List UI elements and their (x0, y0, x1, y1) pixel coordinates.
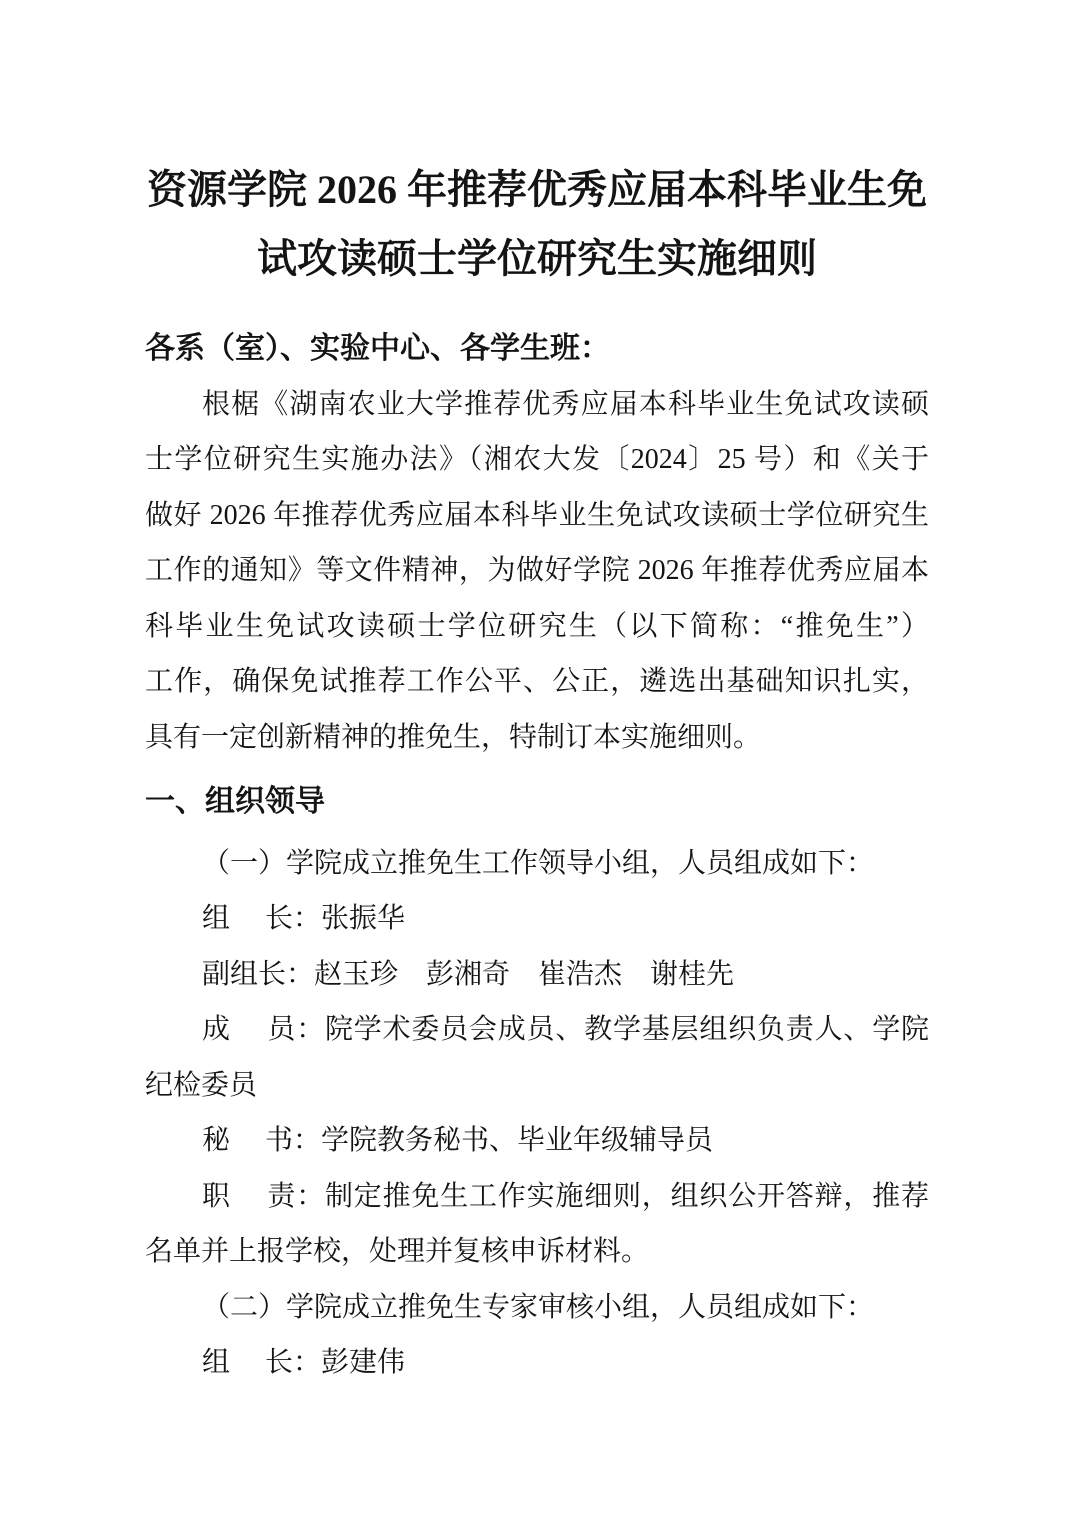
doc-line-members-continued: 纪检委员 (145, 1069, 258, 1101)
doc-line-duties-continued: 名单并上报学校，处理并复核申诉材料。 (145, 1236, 650, 1268)
document-title (145, 27, 929, 293)
intro-paragraph-line: 士学位研究生实施办法》（湘农大发〔2024〕25 号）和《关于 (145, 444, 929, 476)
doc-line-members: 成 员：院学术委员会成员、教学基层组织负责人、学院 (202, 1014, 929, 1046)
intro-paragraph-line: 做好 2026 年推荐优秀应届本科毕业生免试攻读硕士学位研究生 (145, 499, 929, 531)
doc-line-deputy-leaders: 副组长：赵玉珍 彭湘奇 崔浩杰 谢桂先 (202, 958, 735, 990)
doc-line-review-group-leader: 组 长：彭建伟 (202, 1347, 406, 1379)
doc-line-secretary: 秘 书：学院教务秘书、毕业年级辅导员 (202, 1125, 714, 1157)
title-line-1: 资源学院 2026 年推荐优秀应届本科毕业生免 (147, 166, 927, 212)
doc-line-group-leader: 组 长：张振华 (202, 903, 406, 935)
section-heading-organization: 一、组织领导 (145, 785, 325, 819)
document-content (145, 0, 929, 1391)
salutation-heading: 各系（室）、实验中心、各学生班： (145, 331, 610, 365)
intro-paragraph-line: 具有一定创新精神的推免生，特制订本实施细则。 (145, 721, 762, 753)
doc-line-review-group: （二）学院成立推免生专家审核小组，人员组成如下： (202, 1291, 875, 1323)
intro-paragraph-line: 科毕业生免试攻读硕士学位研究生（以下简称：“推免生”） (145, 610, 929, 642)
doc-line-leading-group: （一）学院成立推免生工作领导小组，人员组成如下： (202, 847, 875, 879)
intro-paragraph-line: 工作，确保免试推荐工作公平、公正，遴选出基础知识扎实， (145, 666, 929, 698)
title-line-2: 试攻读硕士学位研究生实施细则 (257, 235, 817, 281)
doc-line-duties: 职 责：制定推免生工作实施细则，组织公开答辩，推荐 (202, 1180, 929, 1212)
intro-paragraph-line: 工作的通知》等文件精神，为做好学院 2026 年推荐优秀应届本 (145, 555, 929, 587)
intro-paragraph-line: 根椐《湖南农业大学推荐优秀应届本科毕业生免试攻读硕 (202, 388, 929, 420)
